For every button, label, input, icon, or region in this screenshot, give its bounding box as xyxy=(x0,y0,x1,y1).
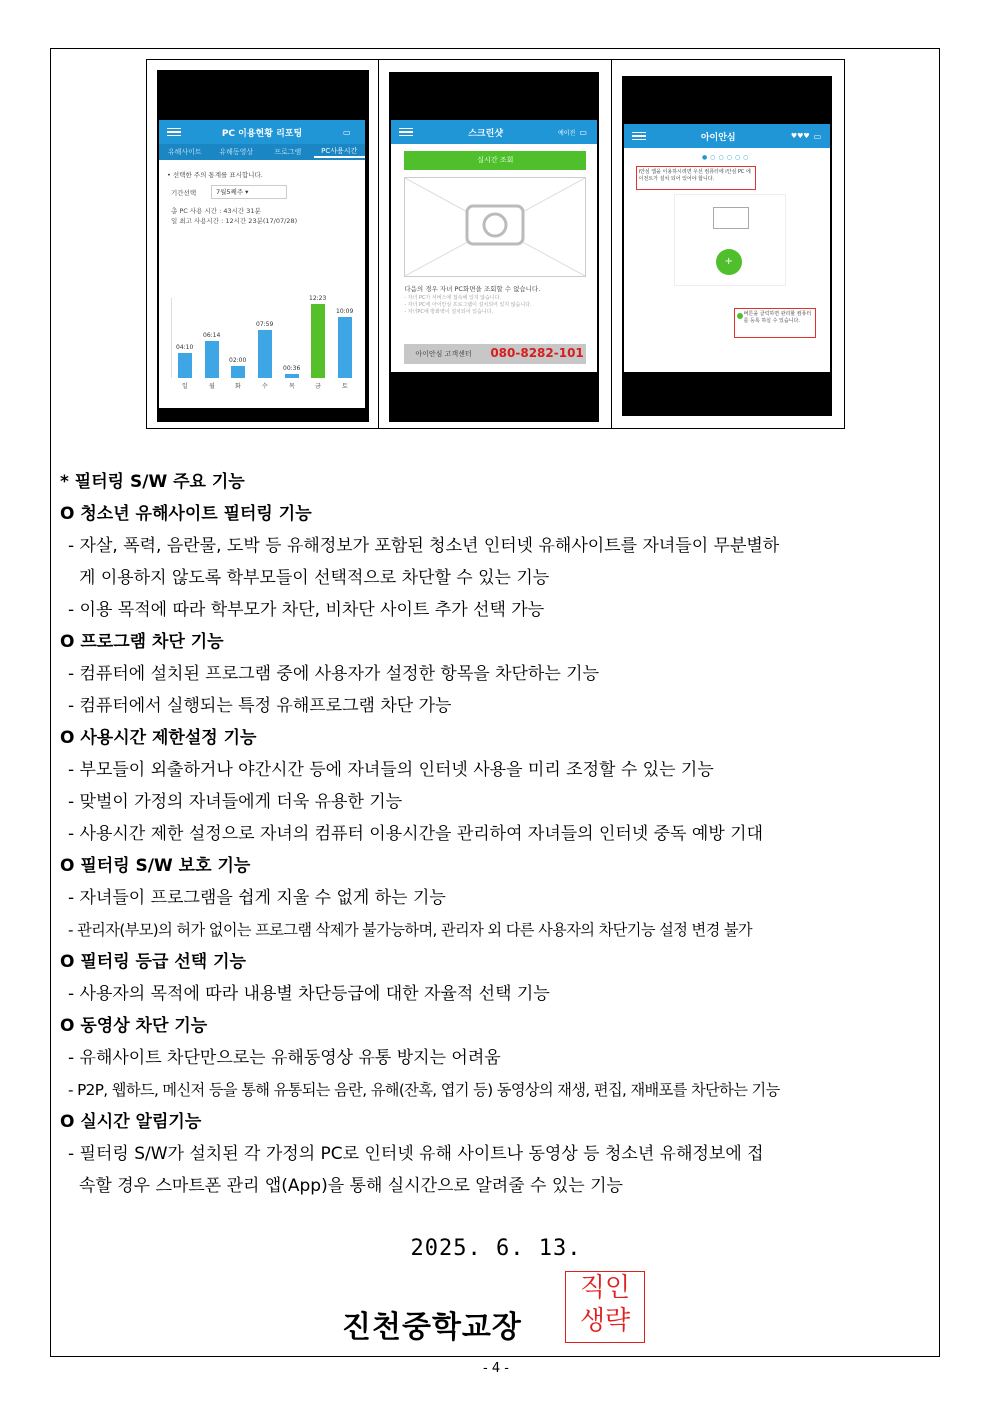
list-item: - 맞벌이 가정의 자녀들에게 더욱 유용한 기능 xyxy=(68,792,403,812)
guide-screen xyxy=(624,124,830,372)
report-panel xyxy=(147,60,379,428)
chart-data-label: 02:00 xyxy=(229,357,247,364)
period-select[interactable]: 7월5째주 ▾ xyxy=(211,185,287,199)
list-item: 속할 경우 스마트폰 관리 앱(App)을 통해 실시간으로 알려줄 수 있는 기능 xyxy=(79,1176,623,1196)
section-heading: O 실시간 알림기능 xyxy=(60,1112,202,1132)
report-appbar xyxy=(159,120,365,144)
monitor-icon[interactable]: ▭ xyxy=(579,127,587,137)
section-heading: O 동영상 차단 기능 xyxy=(60,1016,208,1036)
chart-bar xyxy=(311,304,325,378)
guide-illustration xyxy=(674,194,786,286)
screen-preview xyxy=(404,177,586,277)
realtime-view-button[interactable]: 실시간 조회 xyxy=(404,151,586,170)
tab-programs[interactable]: 프로그램 xyxy=(274,148,302,156)
list-item: - 컴퓨터에서 실행되는 특정 유해프로그램 차단 가능 xyxy=(68,696,452,716)
chart-bar xyxy=(178,353,192,378)
menu-icon[interactable] xyxy=(167,126,181,139)
report-screen xyxy=(159,120,365,408)
guide-callout-bottom: 버튼을 클릭하면 관리할 컴퓨터를 등록 하실 수 있습니다. xyxy=(734,308,816,338)
call-center-bar[interactable] xyxy=(404,344,586,364)
menu-icon[interactable] xyxy=(632,130,646,143)
chart-data-label: 12:23 xyxy=(309,295,327,302)
list-item: - 유해사이트 차단만으로는 유해동영상 유통 방지는 어려움 xyxy=(68,1048,501,1068)
page-number: - 4 - xyxy=(483,1361,509,1376)
max-usage: 일 최고 사용시간 : 12시간 23분(17/07/28) xyxy=(171,217,298,225)
chart-data-label: 10:09 xyxy=(336,308,354,315)
chart-plot-area xyxy=(171,295,358,390)
screenshot-topright: 예이전 xyxy=(557,129,576,137)
tab-harmful-videos[interactable]: 유해동영상 xyxy=(219,148,254,156)
guide-panel xyxy=(612,60,844,428)
signer-name: 진천중학교장 xyxy=(342,1310,522,1345)
screenshot-panel xyxy=(379,60,611,428)
screenshot-info: 다음의 경우 자녀 PC화면을 조회할 수 없습니다. xyxy=(404,285,541,293)
list-item: - 부모들이 외출하거나 야간시간 등에 자녀들의 인터넷 사용을 미리 조정할 수 있는 기능 xyxy=(68,760,714,780)
chart-tick-label: 토 xyxy=(342,383,348,390)
screenshot-screen xyxy=(391,120,597,372)
guide-appbar xyxy=(624,124,830,148)
call-center-label: 아이안심 고객센터 xyxy=(415,350,472,358)
chart-tick-label: 금 xyxy=(315,383,321,390)
chart-bar xyxy=(231,366,245,378)
screenshot-case: - 자녀 PC에 아이안심 프로그램이 설치되어 있지 않습니다. xyxy=(404,302,532,308)
section-heading: O 프로그램 차단 기능 xyxy=(60,632,224,652)
monitor-icon[interactable]: ▭ xyxy=(343,127,351,137)
menu-icon[interactable] xyxy=(399,126,413,139)
official-seal-stamp xyxy=(565,1271,645,1343)
guide-title: 아이안심 xyxy=(700,132,736,143)
period-label: 기간선택 xyxy=(171,189,197,197)
chart-bar xyxy=(338,317,352,378)
screenshot-title: 스크린샷 xyxy=(468,128,504,139)
green-dot-icon xyxy=(737,313,743,319)
list-item: - 필터링 S/W가 설치된 각 가정의 PC로 인터넷 유해 사이트나 동영상 등 청소년 유해정보에 접 xyxy=(68,1144,764,1164)
report-tabs xyxy=(159,144,365,160)
chart-bar xyxy=(258,330,272,378)
chart-bar xyxy=(205,341,219,378)
chart-data-label: 04:10 xyxy=(176,344,194,351)
add-computer-button[interactable]: + xyxy=(716,249,742,275)
tab-pc-usage[interactable]: PC사용시간 xyxy=(314,146,366,158)
feature-list xyxy=(60,466,932,1202)
chart-tick-label: 목 xyxy=(289,383,295,390)
list-item: - 이용 목적에 따라 학부모가 차단, 비차단 사이트 추가 선택 가능 xyxy=(68,600,545,620)
chart-data-label: 06:14 xyxy=(203,332,221,339)
list-item: - 자살, 폭력, 음란물, 도박 등 유해정보가 포함된 청소년 인터넷 유해사이트를 자녀들이 무분별하 xyxy=(68,536,780,556)
screenshot-case: - 자녀 PC가 서버스에 접속해 있지 않습니다. xyxy=(404,295,502,301)
screenshot-case: - 자녀PC에 방화벽이 설치되어 있습니다. xyxy=(404,309,494,315)
section-title: * 필터링 S/W 주요 기능 xyxy=(60,472,245,492)
section-heading: O 사용시간 제한설정 기능 xyxy=(60,728,257,748)
computer-icon xyxy=(713,207,749,229)
list-item: - 컴퓨터에 설치된 프로그램 중에 사용자가 설정한 항목을 차단하는 기능 xyxy=(68,664,600,684)
chart-tick-label: 일 xyxy=(182,383,188,390)
camera-icon xyxy=(405,178,585,276)
list-item: - 사용시간 제한 설정으로 자녀의 컴퓨터 이용시간을 관리하여 자녀들의 인터넷 중독 예방 기대 xyxy=(68,824,764,844)
usage-chart xyxy=(171,295,357,394)
list-item: 게 이용하지 않도록 학부모들이 선택적으로 차단할 수 있는 기능 xyxy=(79,568,550,588)
call-center-phone: 080-8282-101 xyxy=(490,346,584,360)
screenshot-appbar xyxy=(391,120,597,144)
list-item: - P2P, 웹하드, 메신저 등을 통해 유통되는 음란, 유해(잔혹, 엽기 등) 동영상의 재생, 편집, 재배포를 차단하는 기능 xyxy=(68,1081,780,1099)
chart-bar xyxy=(285,374,299,378)
stamp-line: 생략 xyxy=(579,1306,631,1336)
stamp-line: 직인 xyxy=(579,1273,631,1303)
document-date: 2025. 6. 13. xyxy=(410,1236,582,1261)
section-heading: O 필터링 등급 선택 기능 xyxy=(60,952,246,972)
app-screenshots xyxy=(146,59,845,429)
chart-tick-label: 수 xyxy=(262,383,268,390)
chart-tick-label: 화 xyxy=(235,383,241,390)
list-item: - 관리자(부모)의 허가 없이는 프로그램 삭제가 불가능하며, 관리자 외 다른 사용자의 차단기능 설정 변경 불가 xyxy=(68,921,753,939)
monitor-icon[interactable]: ▭ xyxy=(813,131,822,141)
chart-data-label: 00:36 xyxy=(283,365,301,372)
hearts-icon: ♥♥♥ xyxy=(790,132,810,140)
total-usage: 총 PC 사용 시간 : 43시간 31분 xyxy=(171,207,261,215)
page-dots: ●○○○○○ xyxy=(701,154,752,161)
tab-harmful-sites[interactable]: 유해사이트 xyxy=(167,148,202,156)
section-heading: O 청소년 유해사이트 필터링 기능 xyxy=(60,504,312,524)
list-item: - 자녀들이 프로그램을 쉽게 지울 수 없게 하는 기능 xyxy=(68,888,446,908)
report-title: PC 이용현황 리포팅 xyxy=(221,128,303,139)
report-notice: • 선택한 주의 통계를 표시합니다. xyxy=(167,171,263,179)
guide-callout-top: i안심 앱을 이용하시려면 우선 컴퓨터에 i안심 PC 에이전트가 설치 되어 있어야 합니다. xyxy=(636,166,756,190)
chart-data-label: 07:59 xyxy=(256,321,274,328)
list-item: - 사용자의 목적에 따라 내용별 차단등급에 대한 자율적 선택 기능 xyxy=(68,984,550,1004)
chart-tick-label: 월 xyxy=(209,383,215,390)
section-heading: O 필터링 S/W 보호 기능 xyxy=(60,856,251,876)
